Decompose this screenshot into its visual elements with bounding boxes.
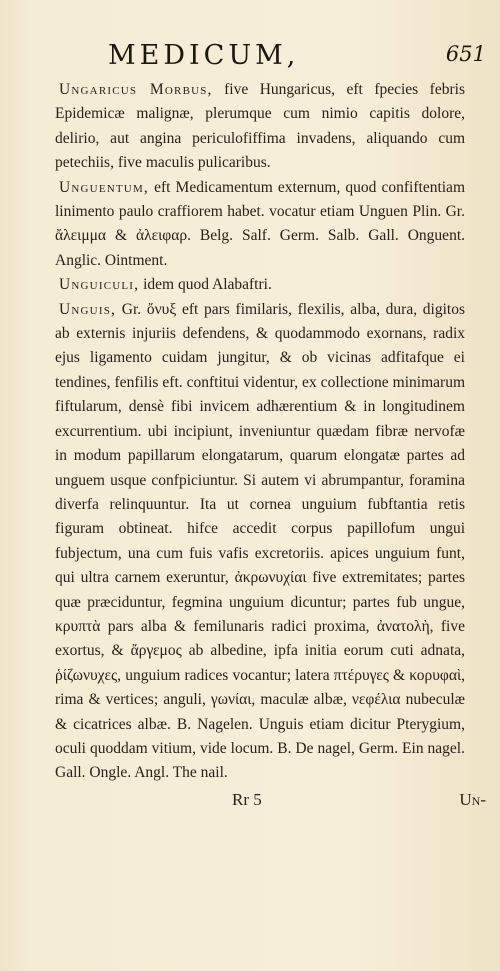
page-number: 651: [445, 42, 486, 66]
catchword: Un-: [459, 790, 486, 809]
entry-text: Gr. ὄνυξ eft pars fimilaris, flexilis, alba, dura, digitos ab externis injuriis defendens, & quodammodo exornans, radix ejus ligamento cuidam jungitur, & ob vicinas adfitafque ei tendines, fenfilis eft. conftitui videntur, ex collectione minimarum fiftularum, densè fibi invicem adhærentium & in longitudinem excurrentium. ubi incipiunt, inveniuntur quædam fibræ nervofæ in modum papillarum elongatarum, quarum elongatæ partes ad unguem usque confpiciuntur. Si autem vi abrumpantur, foramina diverfa relinquuntur. Ita ut cornea unguium fubftantia retis figuram obtineat. hifce accedit corpus papillofum ungui fubjectum, una cum fuis vafis excretoriis. apices unguium funt, qui ultra carnem exeruntur, ἀκρωνυχίαι five extremitates; partes quæ præciduntur, fegmina unguium dicuntur; partes fub ungue, κρυπτὰ pars alba & femilunaris radici proxima, ἀνατολὴ, five exortus, & ἄργεμος ab albedine, ipfa initia eorum cuti adnata, ῥίζωνυχες, unguium radices vocantur; latera πτέρυγες & κορυφαὶ, rima & vertices; anguli, γωνίαι, maculæ albæ, νεφέλια nubeculæ & cicatrices albæ. B. Nagelen. Unguis etiam dicitur Pterygium, oculi quoddam vitium, vide locum. B. De nagel, Germ. Ein nagel. Gall. Ongle. Angl. The nail.: [55, 300, 465, 782]
dictionary-body: [55, 78, 465, 786]
entry-unguiculi: [55, 273, 465, 297]
page-footer: [0, 790, 500, 814]
entry-unguis: [55, 298, 465, 786]
headword: Unguis,: [59, 300, 117, 318]
entry-ungaricus-morbus: [55, 78, 465, 176]
entry-text: five Hungaricus, eft fpecies febris Epidemicæ malignæ, plerumque cum nimio capitis dolore, delirio, aut angina periculofiffima invadens, aliquando cum petechiis, five maculis pulicaribus.: [55, 81, 465, 172]
page-header: [0, 40, 500, 74]
entry-text: idem quod Alabaftri.: [139, 276, 272, 294]
running-head: MEDICUM,: [108, 40, 300, 71]
entry-unguentum: [55, 176, 465, 274]
headword: Unguentum,: [59, 178, 150, 196]
headword: Unguiculi,: [59, 276, 140, 294]
signature-mark: Rr 5: [232, 790, 262, 809]
entry-text: eft Medicamentum externum, quod confiftentiam linimento paulo craffiorem habet. vocatur etiam Unguen Plin. Gr. ἄλειμμα & ἀλειφαρ. Belg. Salf. Germ. Salb. Gall. Onguent. Anglic. Ointment.: [55, 178, 465, 269]
headword: Ungaricus Morbus,: [59, 81, 213, 98]
